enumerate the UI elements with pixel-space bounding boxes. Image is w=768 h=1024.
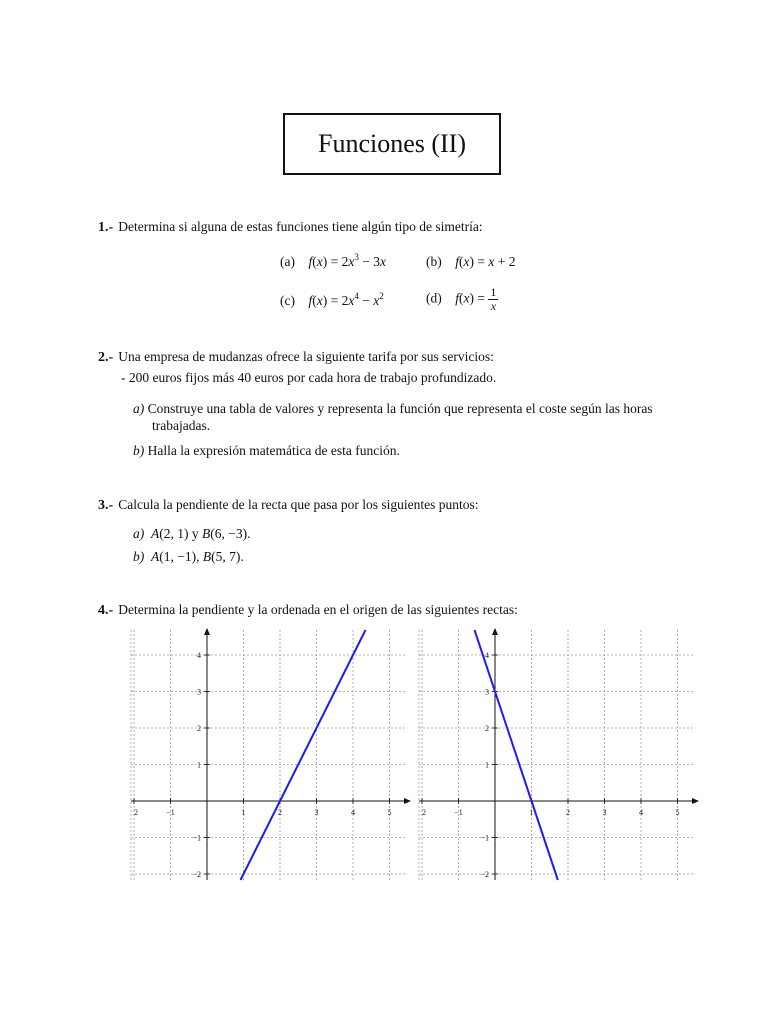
y-axis-arrow — [204, 628, 210, 635]
question-1-text: Determina si alguna de estas funciones tiene algún tipo de simetría: — [118, 219, 483, 234]
question-1-number: 1.- — [98, 220, 114, 235]
q2-item-b-label: b) — [133, 443, 145, 458]
question-1 — [98, 216, 483, 236]
y-tick-label: 1 — [485, 760, 489, 770]
y-tick-label: 2 — [485, 724, 489, 733]
q2-item-a-text-1: Construye una tabla de valores y representa la función que representa el coste según las horas — [147, 401, 653, 416]
x-axis-arrow — [404, 798, 411, 804]
y-tick-label: −1 — [480, 833, 489, 843]
x-tick-label: −1 — [454, 808, 463, 817]
fraction-one-over-x: $\frac{1}{x}$ — [490, 285, 497, 313]
x-tick-label: 1 — [241, 808, 246, 817]
x-tick-label: 3 — [602, 808, 607, 817]
y-tick-label: −1 — [192, 833, 201, 843]
page-title: Funciones (II) — [283, 113, 501, 175]
y-tick-label: 4 — [197, 651, 201, 660]
x-tick-label: 5 — [675, 808, 680, 817]
y-tick-label: −2 — [192, 870, 201, 879]
question-4-number: 4.- — [98, 603, 114, 618]
graph-line-1 — [125, 626, 415, 886]
q3-item-b: b) A(1, −1), B(5, 7). — [133, 549, 244, 564]
q1-item-c: (c) $f(x) = 2x^4 - x^2$ — [280, 291, 384, 308]
question-2 — [98, 346, 494, 366]
q3-item-a-label: a) — [133, 526, 145, 541]
x-tick-label: −1 — [166, 808, 175, 817]
x-tick-label: 4 — [351, 808, 355, 817]
x-tick-label: 5 — [387, 808, 392, 817]
x-tick-label: 4 — [639, 808, 643, 817]
q1-item-d-label: (d) — [426, 290, 442, 306]
question-3 — [98, 494, 479, 514]
q1-item-a-label: (a) — [280, 254, 295, 269]
q1-item-d: (d) f(x) = $\frac{1}{x}$ — [426, 285, 497, 313]
function-line — [475, 630, 558, 880]
y-tick-label: 1 — [197, 760, 201, 770]
q2-item-a-text-2: trabajadas. — [152, 418, 211, 433]
question-3-number: 3.- — [98, 498, 114, 513]
q2-item-b — [133, 443, 400, 459]
x-tick-label: 2 — [134, 808, 138, 817]
y-axis-arrow — [492, 628, 498, 635]
q1-item-a: (a) $f(x) = 2x^3 - 3x$ — [280, 252, 386, 269]
q3-item-a: a) A(2, 1) y B(6, −3). — [133, 526, 251, 541]
x-tick-label: 1 — [529, 808, 534, 817]
y-tick-label: −2 — [480, 870, 489, 879]
y-tick-label: 3 — [197, 687, 201, 697]
function-line — [241, 630, 366, 880]
x-tick-label: 2 — [422, 808, 426, 817]
question-3-text: Calcula la pendiente de la recta que pasa por los siguientes puntos: — [118, 497, 479, 512]
question-2-text: Una empresa de mudanzas ofrece la siguiente tarifa por sus servicios: — [118, 349, 494, 364]
question-4 — [98, 599, 518, 619]
q2-item-a — [133, 401, 653, 417]
q1-item-c-label: (c) — [280, 293, 295, 308]
question-4-text: Determina la pendiente y la ordenada en el origen de las siguientes rectas: — [118, 602, 518, 617]
y-tick-label: 3 — [485, 687, 489, 697]
y-tick-label: 4 — [485, 651, 489, 660]
q3-item-b-label: b) — [133, 549, 145, 564]
q2-item-a-label: a) — [133, 401, 145, 416]
q1-item-b-label: (b) — [426, 254, 442, 269]
x-axis-arrow — [692, 798, 699, 804]
graph-line-2 — [413, 626, 703, 886]
q1-item-b: (b) f(x) = x + 2 — [426, 254, 516, 269]
x-tick-label: 2 — [566, 808, 570, 817]
x-tick-label: 2 — [278, 808, 282, 817]
x-tick-label: 3 — [314, 808, 319, 817]
y-tick-label: 2 — [197, 724, 201, 733]
question-2-detail: - 200 euros fijos más 40 euros por cada hora de trabajo profundizado. — [121, 370, 497, 385]
question-2-number: 2.- — [98, 350, 114, 365]
q2-item-b-text: Halla la expresión matemática de esta función. — [147, 443, 400, 458]
